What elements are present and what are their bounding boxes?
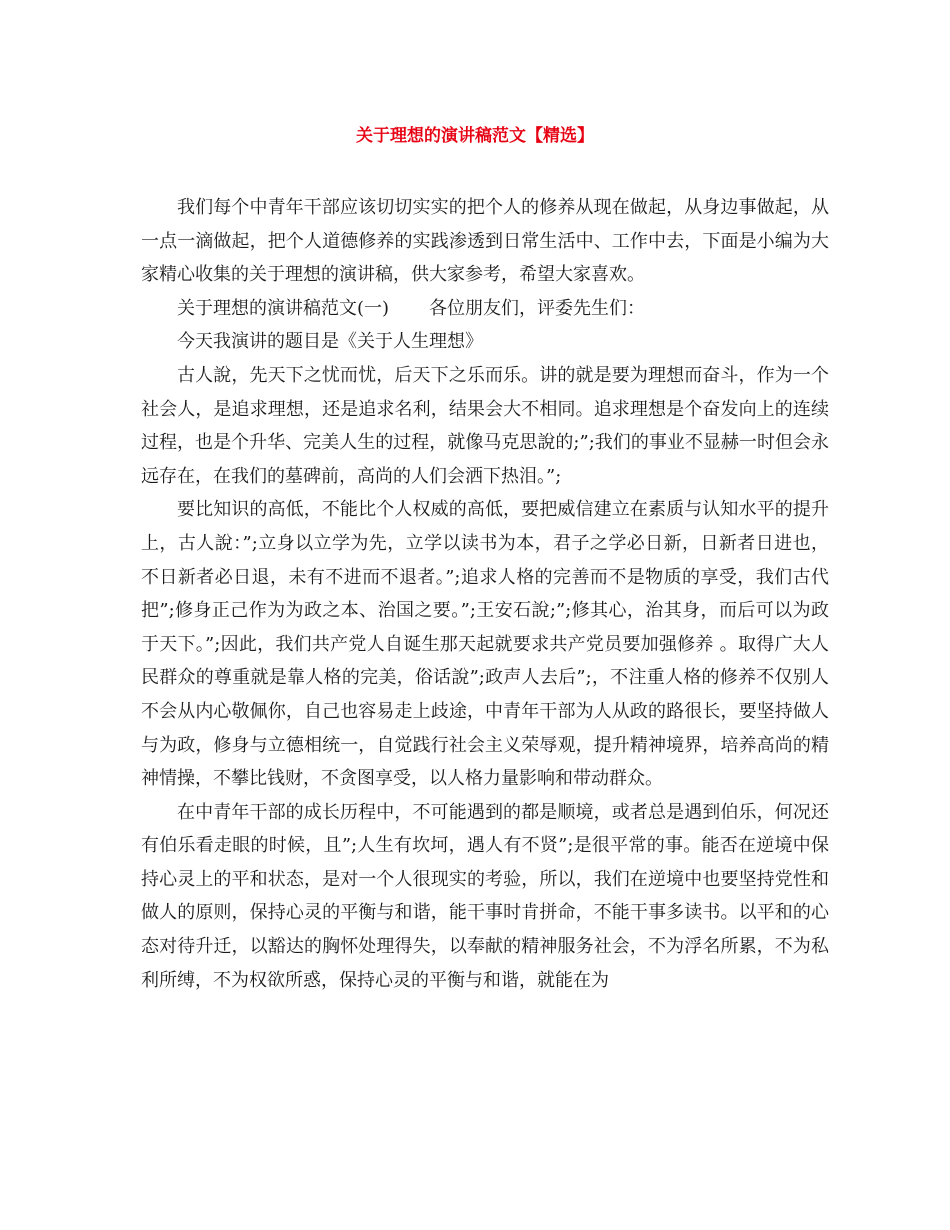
section-heading: 关于理想的演讲稿范文(一) bbox=[177, 297, 390, 319]
document-title: 关于理想的演讲稿范文【精选】 bbox=[356, 126, 594, 146]
paragraph-speech-topic: 今天我演讲的题目是《关于人生理想》 bbox=[177, 331, 483, 353]
paragraph-adversity: 在中青年干部的成长历程中，不可能遇到的都是顺境，或者总是遇到伯乐，何况还有伯乐看走眼的时候，且”;人生有坎坷，遇人有不贤”;是很平常的事。能否在逆境中保持心灵上的平和状态，是对一个人很现实的考验，所以，我们在逆境中也要坚持党性和做人的原则，保持心灵的平衡与和谐，能干事时肯拼命，不能干事多读书。以平和的心态对待升迁，以豁达的胸怀处理得失，以奉献的精神服务社会，不为浮名所累，不为私利所缚，不为权欲所惑，保持心灵的平衡与和谐，就能在为 bbox=[141, 801, 829, 991]
paragraph-ancients: 古人說，先天下之忧而忧，后天下之乐而乐。讲的就是要为理想而奋斗，作为一个社会人，是追求理想，还是追求名利，结果会大不相同。追求理想是个奋发向上的连续过程，也是个升华、完美人生的过程，就像马克思說的;”;我们的事业不显赫一时但会永远存在，在我们的墓碑前，高尚的人们会洒下热泪。”; bbox=[141, 364, 829, 487]
greeting-text: 各位朋友们，评委先生们： bbox=[429, 297, 646, 319]
paragraph-knowledge: 要比知识的高低，不能比个人权威的高低，要把威信建立在素质与认知水平的提升上，古人說：”;立身以立学为先，立学以读书为本，君子之学必日新，日新者日进也，不日新者必日退，未有不进而不退者。”;追求人格的完善而不是物质的享受，我们古代把”;修身正己作为为政之本、治国之要。”;王安石說;”;修其心，治其身，而后可以为政于天下。”;因此，我们共产党人自诞生那天起就要求共产党员要加强修养 。取得广大人民群众的尊重就是靠人格的完美，俗话說”;政声人去后”;，不注重人格的修养不仅别人不会从内心敬佩你，自己也容易走上歧途，中青年干部为人从政的路很长，要坚持做人与为政，修身与立德相统一，自觉践行社会主义荣辱观，提升精神境界，培养高尚的精神情操，不攀比钱财，不贪图享受，以人格力量影响和带动群众。 bbox=[141, 499, 829, 790]
paragraph-section-heading bbox=[141, 292, 829, 326]
document-body bbox=[141, 191, 829, 997]
paragraph-intro: 我们每个中青年干部应该切切实实的把个人的修养从现在做起，从身边事做起，从一点一滴做起，把个人道德修养的实践渗透到日常生活中、工作中去，下面是小编为大家精心收集的关于理想的演讲稿，供大家参考，希望大家喜欢。 bbox=[141, 197, 829, 286]
